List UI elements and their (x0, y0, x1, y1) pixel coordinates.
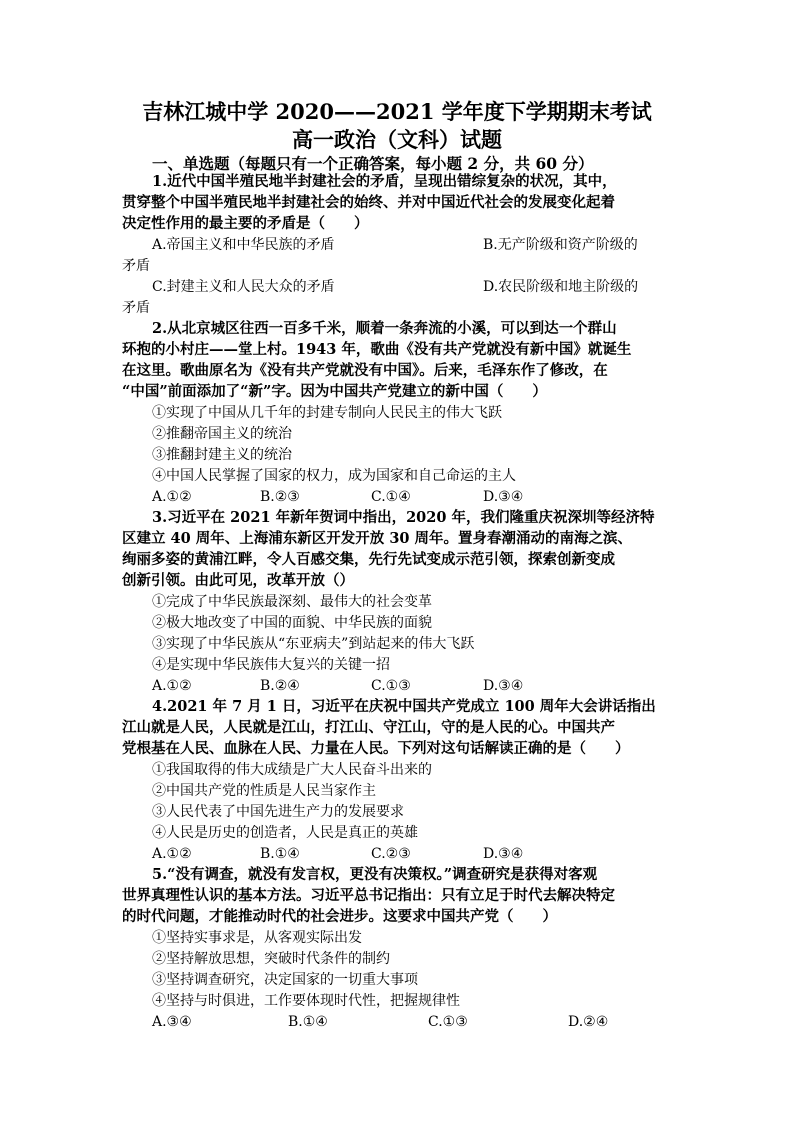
option-d-cont: 矛盾 (122, 300, 150, 316)
statement-item: ②极大地改变了中国的面貌、中华民族的面貌 (152, 615, 432, 631)
exam-title: 吉林江城中学 2020——2021 学年度下学期期末考试 (142, 99, 652, 124)
statement-item: ③人民代表了中国先进生产力的发展要求 (152, 804, 404, 820)
statement-item: ④坚持与时俱进，工作要体现时代性，把握规律性 (152, 993, 460, 1009)
question-stem-line: 世界真理性认识的基本方法。习近平总书记指出：只有立足于时代去解决特定 (122, 887, 615, 904)
section-heading: 一、单选题（每题只有一个正确答案，每小题 2 分，共 60 分） (152, 154, 594, 173)
statement-item: ③坚持调查研究，决定国家的一切重大事项 (152, 972, 418, 988)
question-stem-line: 区建立 40 周年、上海浦东新区开发开放 30 周年。置身春潮涌动的南海之滨、 (122, 530, 633, 547)
choice-a: A.③④ (152, 1014, 192, 1030)
choice-c: C.②③ (371, 846, 411, 862)
option-c: C.封建主义和人民大众的矛盾 (152, 279, 335, 295)
option-d: D.农民阶级和地主阶级的 (483, 279, 639, 295)
choice-c: C.①③ (428, 1014, 468, 1030)
statement-item: ④中国人民掌握了国家的权力，成为国家和自己命运的主人 (152, 468, 516, 484)
question-stem-line: 3.习近平在 2021 年新年贺词中指出，2020 年，我们隆重庆祝深圳等经济特 (152, 509, 655, 526)
statement-item: ①实现了中国从几千年的封建专制向人民民主的伟大飞跃 (152, 405, 502, 421)
choice-a: A.①② (152, 489, 192, 505)
choice-d: D.③④ (483, 489, 524, 505)
question-stem-line: 2.从北京城区往西一百多千米，顺着一条奔流的小溪，可以到达一个群山 (152, 320, 617, 337)
choice-d: D.③④ (483, 846, 524, 862)
question-stem-line: 4.2021 年 7 月 1 日，习近平在庆祝中国共产党成立 100 周年大会讲话指出 (152, 698, 656, 715)
question-stem-line: 环抱的小村庄——堂上村。1943 年，歌曲《没有共产党就没有新中国》就诞生 (122, 341, 632, 358)
statement-item: ②推翻帝国主义的统治 (152, 426, 292, 442)
option-b: B.无产阶级和资产阶级的 (483, 237, 638, 253)
choice-b: B.①④ (260, 846, 300, 862)
statement-item: ②坚持解放思想，突破时代条件的制约 (152, 951, 390, 967)
statement-item: ④人民是历史的创造者，人民是真正的英雄 (152, 825, 418, 841)
question-stem-line: 1.近代中国半殖民地半封建社会的矛盾，呈现出错综复杂的状况，其中， (152, 173, 617, 190)
question-stem-line: 在这里。歌曲原名为《没有共产党就没有中国》。后来，毛泽东作了修改，在 (122, 362, 608, 379)
statement-item: ②中国共产党的性质是人民当家作主 (152, 783, 376, 799)
statement-item: ①我国取得的伟大成绩是广大人民奋斗出来的 (152, 762, 432, 778)
choice-c: C.①③ (371, 678, 411, 694)
question-stem-line: 决定性作用的最主要的矛盾是（ ） (122, 215, 369, 232)
choice-d: D.③④ (483, 678, 524, 694)
statement-item: ④是实现中华民族伟大复兴的关键一招 (152, 657, 390, 673)
question-stem-line: 贯穿整个中国半殖民地半封建社会的始终、并对中国近代社会的发展变化起着 (122, 194, 615, 211)
question-stem-line: 绚丽多姿的黄浦江畔，令人百感交集，先行先试变成示范引领，探索创新变成 (122, 551, 615, 568)
option-a: A.帝国主义和中华民族的矛盾 (152, 237, 335, 253)
question-stem-line: 5.“没有调查，就没有发言权，更没有决策权。”调查研究是获得对客观 (152, 866, 598, 883)
exam-subtitle: 高一政治（文科）试题 (292, 127, 502, 152)
statement-item: ①坚持实事求是，从客观实际出发 (152, 930, 362, 946)
choice-b: B.②④ (260, 678, 300, 694)
statement-item: ③推翻封建主义的统治 (152, 447, 292, 463)
question-stem-line: 党根基在人民、血脉在人民、力量在人民。下列对这句话解读正确的是（ ） (122, 740, 630, 757)
statement-item: ①完成了中华民族最深刻、最伟大的社会变革 (152, 594, 432, 610)
choice-d: D.②④ (568, 1014, 609, 1030)
option-b-cont: 矛盾 (122, 258, 150, 274)
question-stem-line: 江山就是人民，人民就是江山，打江山、守江山，守的是人民的心。中国共产 (122, 719, 615, 736)
question-stem-line: “中国”前面添加了“新”字。因为中国共产党建立的新中国（ ） (122, 383, 547, 400)
question-stem-line: 的时代问题，才能推动时代的社会进步。这要求中国共产党（ ） (122, 908, 557, 925)
choice-b: B.①④ (288, 1014, 328, 1030)
choice-b: B.②③ (260, 489, 300, 505)
choice-a: A.①② (152, 678, 192, 694)
choice-a: A.①② (152, 846, 192, 862)
question-stem-line: 创新引领。由此可见，改革开放（） (122, 572, 354, 589)
statement-item: ③实现了中华民族从“东亚病夫”到站起来的伟大飞跃 (152, 636, 475, 652)
choice-c: C.①④ (371, 489, 411, 505)
